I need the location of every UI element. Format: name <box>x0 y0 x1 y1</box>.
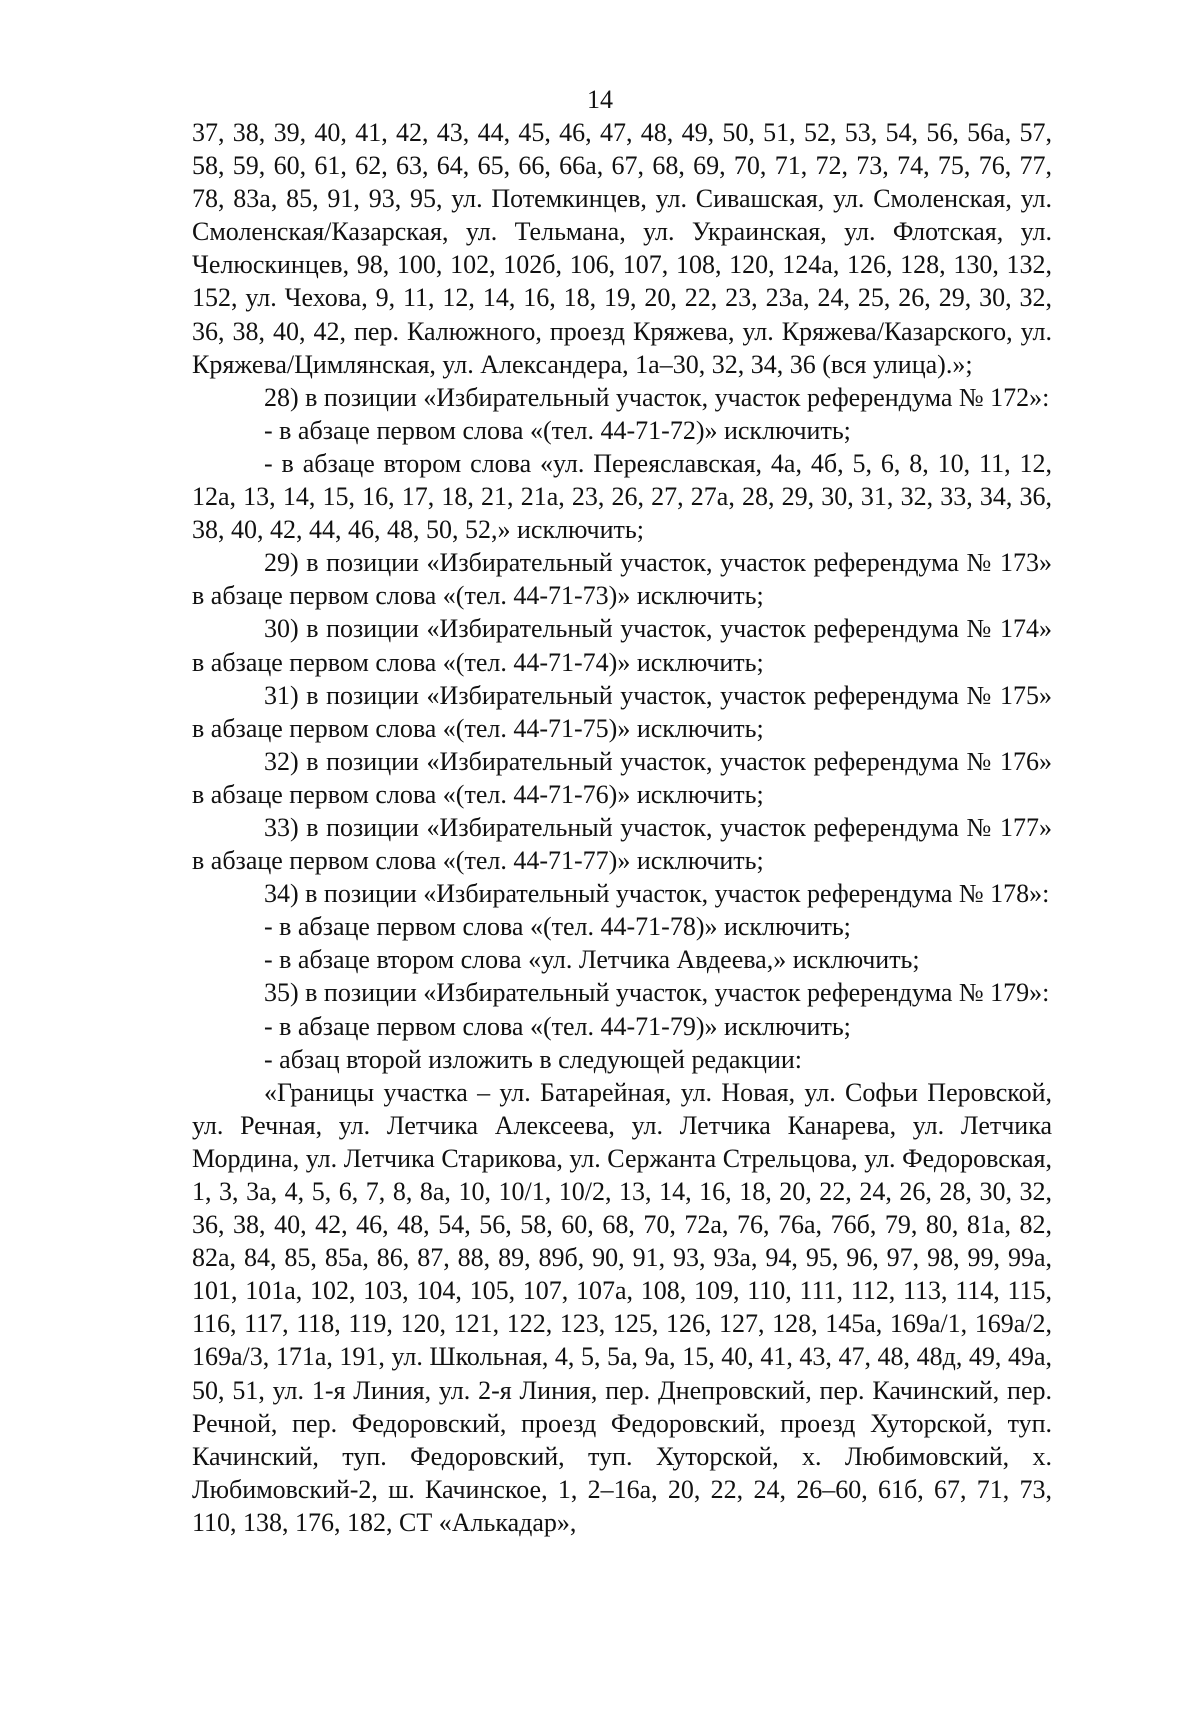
paragraph: «Границы участка – ул. Батарейная, ул. Новая, ул. Софьи Перовской, ул. Речная, ул. Летчика Алексеева, ул. Летчика Канарева, ул. Летчика Мордина, ул. Летчика Старикова, ул. Сержанта Стрельцова, ул. Федоровская, 1, 3, 3а, 4, 5, 6, 7, 8, 8а, 10, 10/1, 10/2, 13, 14, 16, 18, 20, 22, 24, 26, 28, 30, 32, 36, 38, 40, 42, 46, 48, 54, 56, 58, 60, 68, 70, 72а, 76, 76а, 76б, 79, 80, 81а, 82, 82а, 84, 85, 85а, 86, 87, 88, 89, 89б, 90, 91, 93, 93а, 94, 95, 96, 97, 98, 99, 99а, 101, 101а, 102, 103, 104, 105, 107, 107а, 108, 109, 110, 111, 112, 113, 114, 115, 116, 117, 118, 119, 120, 121, 122, 123, 125, 126, 127, 128, 145а, 169а/1, 169а/2, 169а/3, 171а, 191, ул. Школьная, 4, 5, 5а, 9а, 15, 40, 41, 43, 47, 48, 48д, 49, 49а, 50, 51, ул. 1-я Линия, ул. 2-я Линия, пер. Днепровский, пер. Качинский, пер. Речной, пер. Федоровский, проезд Федоровский, проезд Хуторской, туп. Качинский, туп. Федоровский, туп. Хуторской, х. Любимовский, х. Любимовский-2, ш. Качинское, 1, 2–16а, 20, 22, 24, 26–60, 61б, 67, 71, 73, 110, 138, 176, 182, СТ «Алькадар», <box>192 1077 1052 1537</box>
page-number: 14 <box>587 85 613 114</box>
paragraph: - в абзаце втором слова «ул. Летчика Авдеева,» исключить; <box>264 945 920 975</box>
paragraph: - в абзаце первом слова «(тел. 44-71-72)» исключить; <box>264 415 851 445</box>
paragraph: - в абзаце первом слова «(тел. 44-71-78)» исключить; <box>264 912 851 942</box>
paragraph: - в абзаце втором слова «ул. Переяславская, 4а, 4б, 5, 6, 8, 10, 11, 12, 12а, 13, 14, 15, 16, 17, 18, 21, 21а, 23, 26, 27, 27а, 28, 29, 30, 31, 32, 33, 34, 36, 38, 40, 42, 44, 46, 48, 50, 52,» исключить; <box>192 448 1052 545</box>
paragraph: 31) в позиции «Избирательный участок, участок референдума № 175» в абзаце первом слова «(тел. 44-71-75)» исключить; <box>192 680 1052 743</box>
paragraph: 28) в позиции «Избирательный участок, участок референдума № 172»: <box>264 382 1050 412</box>
paragraph: 33) в позиции «Избирательный участок, участок референдума № 177» в абзаце первом слова «(тел. 44-71-77)» исключить; <box>192 812 1052 876</box>
paragraph: 37, 38, 39, 40, 41, 42, 43, 44, 45, 46, 47, 48, 49, 50, 51, 52, 53, 54, 56, 56а, 57, 58, 59, 60, 61, 62, 63, 64, 65, 66, 66а, 67, 68, 69, 70, 71, 72, 73, 74, 75, 76, 77, 78, 83а, 85, 91, 93, 95, ул. Потемкинцев, ул. Сивашская, ул. Смоленская, ул. Смоленская/Казарская, ул. Тельмана, ул. Украинская, ул. Флотская, ул. Челюскинцев, 98, 100, 102, 102б, 106, 107, 108, 120, 124а, 126, 128, 130, 132, 152, ул. Чехова, 9, 11, 12, 14, 16, 18, 19, 20, 22, 23, 23а, 24, 25, 26, 29, 30, 32, 36, 38, 40, 42, пер. Калюжного, проезд Кряжева, ул. Кряжева/Казарского, ул. Кряжева/Цимлянская, ул. Александера, 1а–30, 32, 34, 36 (вся улица).»; <box>192 118 1052 379</box>
paragraph: 32) в позиции «Избирательный участок, участок референдума № 176» в абзаце первом слова «(тел. 44-71-76)» исключить; <box>192 746 1052 809</box>
paragraph: - в абзаце первом слова «(тел. 44-71-79)» исключить; <box>264 1011 851 1041</box>
document-body <box>192 116 1052 1539</box>
paragraph: 30) в позиции «Избирательный участок, участок референдума № 174» в абзаце первом слова «(тел. 44-71-74)» исключить; <box>192 614 1052 677</box>
paragraph: 35) в позиции «Избирательный участок, участок референдума № 179»: <box>264 978 1050 1008</box>
paragraph: 34) в позиции «Избирательный участок, участок референдума № 178»: <box>264 879 1050 909</box>
paragraph: 29) в позиции «Избирательный участок, участок референдума № 173» в абзаце первом слова «(тел. 44-71-73)» исключить; <box>192 548 1052 611</box>
paragraph: - абзац второй изложить в следующей редакции: <box>264 1044 803 1074</box>
